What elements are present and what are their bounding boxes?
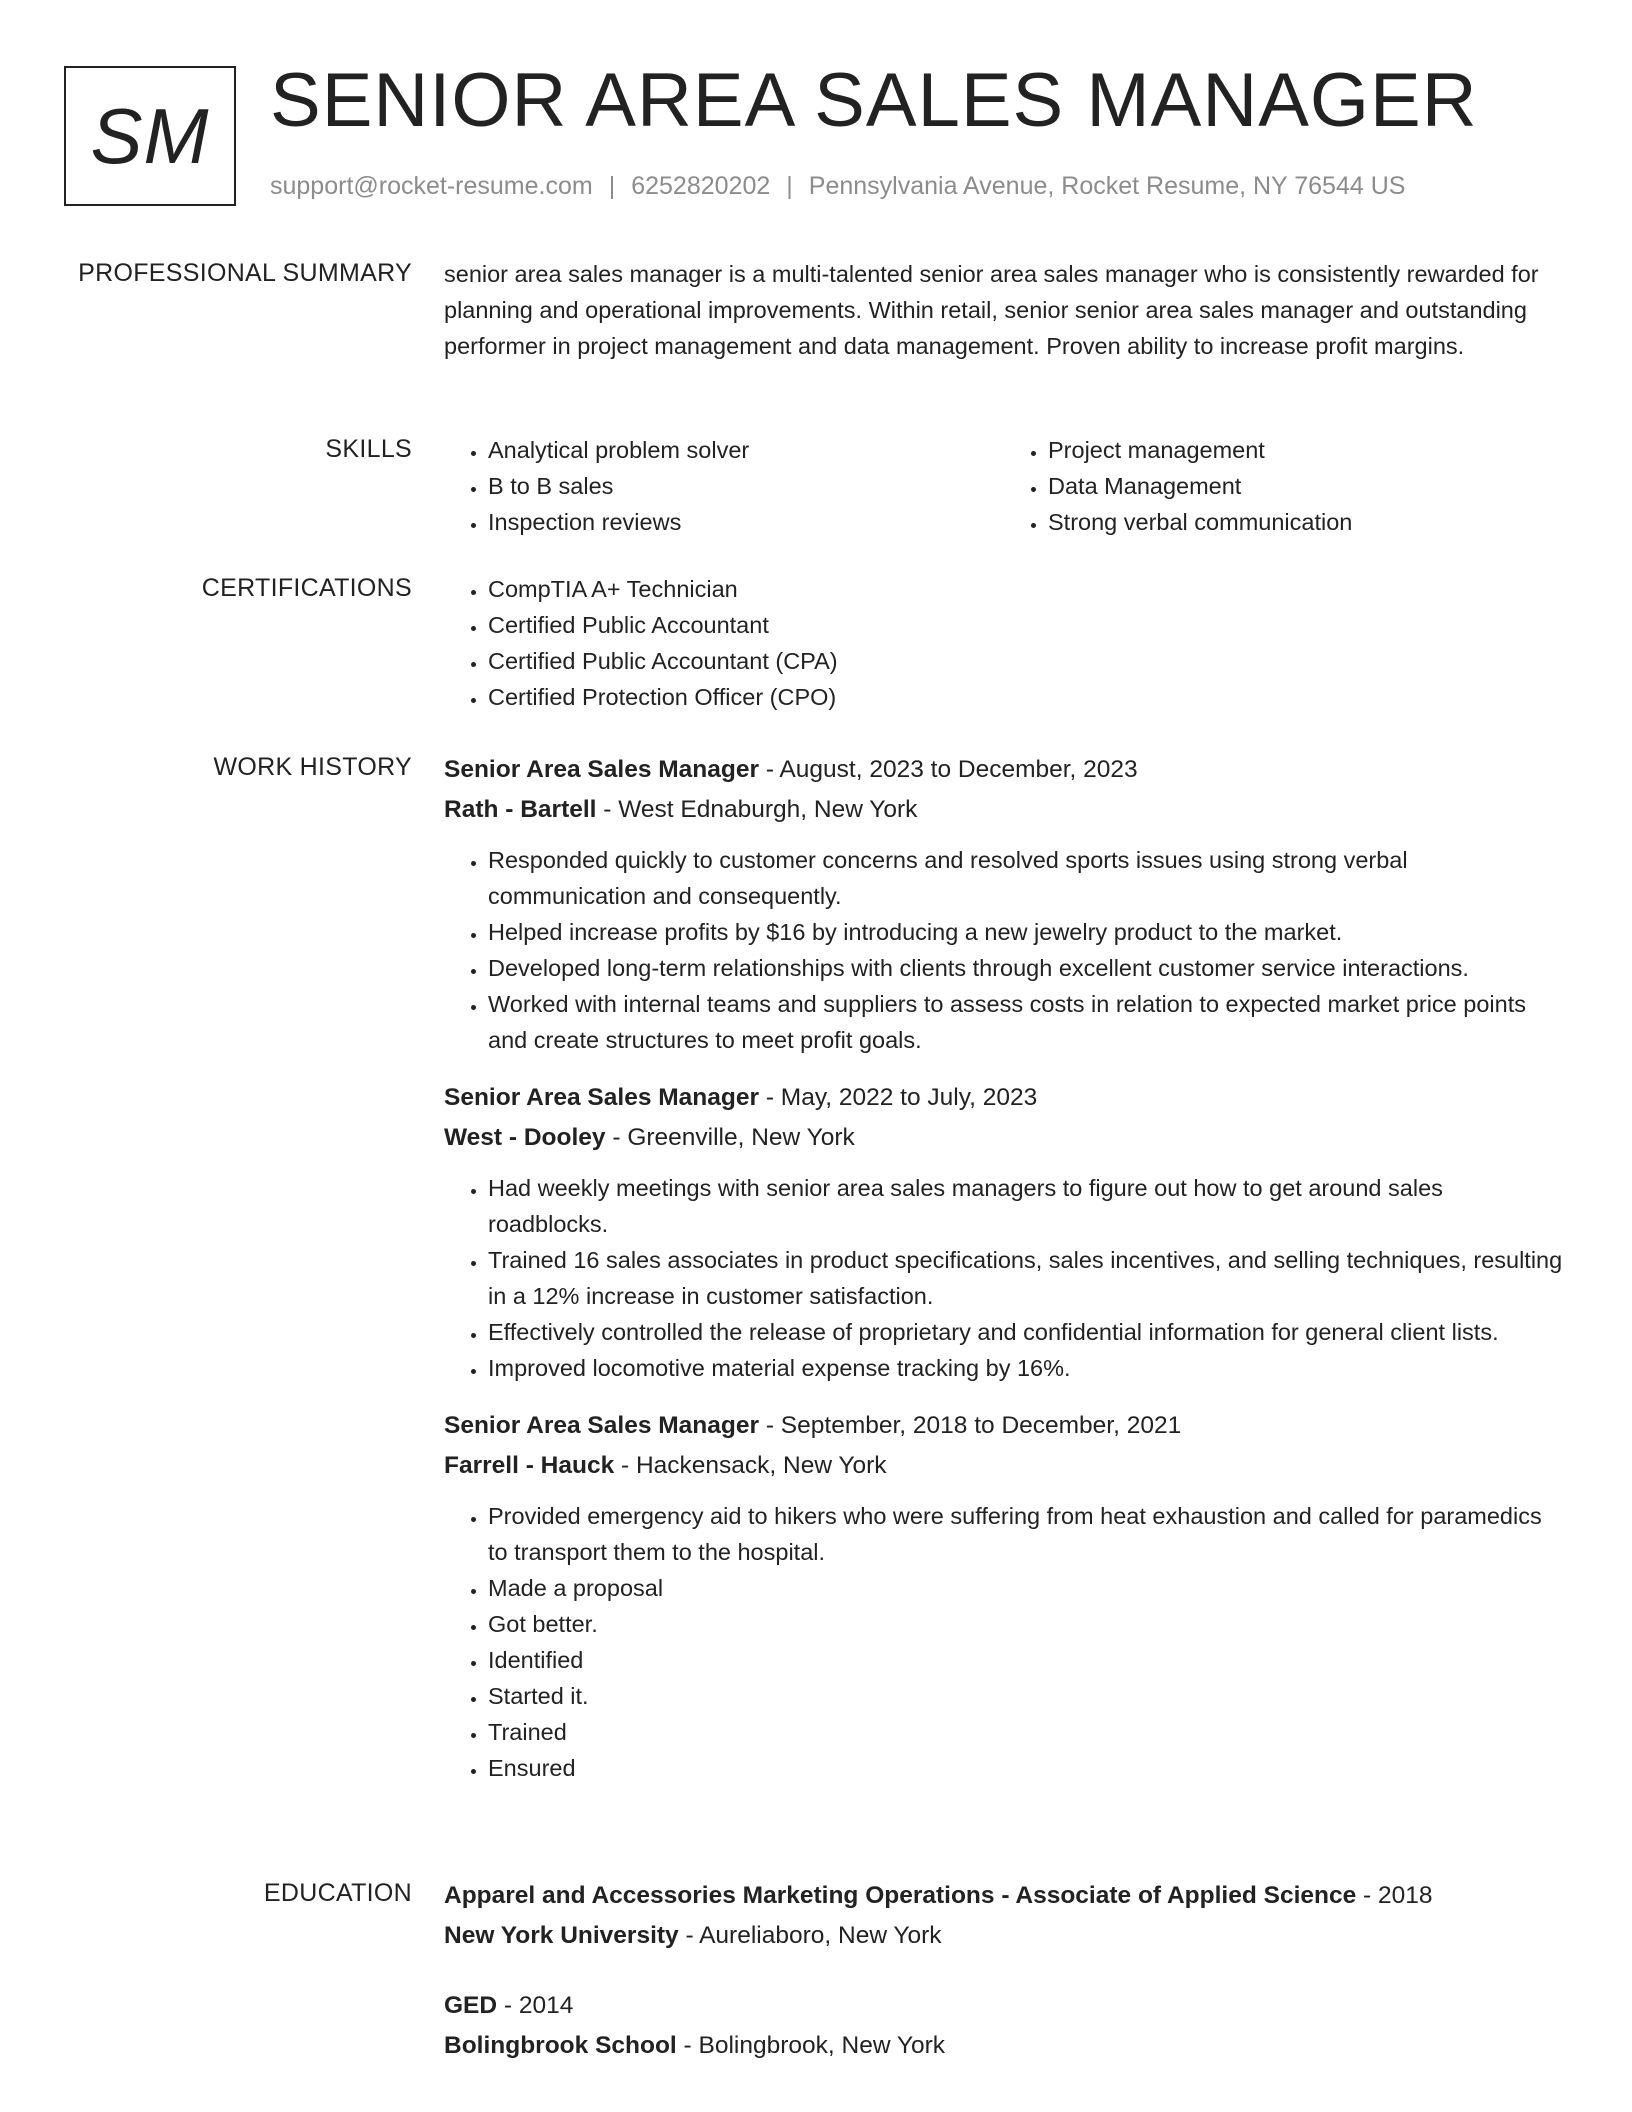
summary-content <box>444 256 1564 364</box>
job-bullet: • Worked with internal teams and suppliers to assess costs in relation to expected market price points and create structures to meet profit goals. <box>488 986 1564 1058</box>
skill-item: • Analytical problem solver <box>488 432 1004 468</box>
job-bullet: • Trained <box>488 1714 1564 1750</box>
education-entry <box>444 1876 1564 1956</box>
job-entry <box>444 1078 1564 1386</box>
summary-text: senior area sales manager is a multi-talented senior area sales manager who is consistently rewarded for planning and operational improvements. Within retail, senior senior area sales manager and outstanding performer in project management and data management. Proven ability to increase profit margins. <box>444 261 1539 359</box>
education-location: - Aureliaboro, New York <box>678 1922 942 1949</box>
education-degree: GED <box>444 1992 498 2019</box>
job-entry <box>444 750 1564 1058</box>
contact-line <box>270 172 1405 201</box>
job-entry <box>444 1406 1564 1786</box>
section-label-work-history: WORK HISTORY <box>213 753 412 781</box>
job-dates: - May, 2022 to July, 2023 <box>759 1084 1038 1111</box>
skill-item: • Inspection reviews <box>488 504 1004 540</box>
job-org-line <box>444 790 1564 830</box>
education-location: - Bolingbrook, New York <box>676 2032 946 2059</box>
skills-content <box>444 432 1564 540</box>
skills-list-left <box>444 432 1004 540</box>
job-bullet: • Got better. <box>488 1606 1564 1642</box>
job-bullet: • Developed long-term relationships with clients through excellent customer service interactions. <box>488 950 1564 986</box>
certification-item: • Certified Public Accountant <box>488 607 1564 643</box>
contact-separator: | <box>786 172 793 200</box>
work-history-content <box>444 750 1564 1786</box>
job-bullets <box>444 1498 1564 1786</box>
education-degree-line <box>444 1986 1564 2026</box>
section-label-education: EDUCATION <box>263 1879 412 1907</box>
job-location: - Hackensack, New York <box>614 1452 887 1479</box>
job-bullet: • Provided emergency aid to hikers who were suffering from heat exhaustion and called for paramedics to transport them to the hospital. <box>488 1498 1564 1570</box>
job-location: - Greenville, New York <box>605 1124 855 1151</box>
job-bullet: • Effectively controlled the release of proprietary and confidential information for general client lists. <box>488 1314 1564 1350</box>
job-company: Rath - Bartell <box>444 796 597 823</box>
monogram-logo: SM <box>64 66 236 206</box>
job-bullet: • Improved locomotive material expense tracking by 16%. <box>488 1350 1564 1386</box>
job-bullets <box>444 842 1564 1058</box>
education-content <box>444 1876 1564 2066</box>
skill-item: • Strong verbal communication <box>1048 504 1564 540</box>
job-bullet: • Identified <box>488 1642 1564 1678</box>
education-degree: Apparel and Accessories Marketing Operations - Associate of Applied Science <box>444 1882 1357 1909</box>
job-bullet: • Responded quickly to customer concerns and resolved sports issues using strong verbal communication and consequently. <box>488 842 1564 914</box>
job-company: Farrell - Hauck <box>444 1452 615 1479</box>
contact-separator: | <box>608 172 616 200</box>
contact-email[interactable]: support@rocket-resume.com <box>270 172 593 200</box>
job-bullet: • Had weekly meetings with senior area sales managers to figure out how to get around sales roadblocks. <box>488 1170 1564 1242</box>
education-school: New York University <box>444 1922 679 1949</box>
section-label-summary: PROFESSIONAL SUMMARY <box>78 259 412 287</box>
job-title: Senior Area Sales Manager <box>444 756 760 783</box>
education-year: - 2018 <box>1356 1882 1433 1909</box>
job-company: West - Dooley <box>444 1124 606 1151</box>
education-school-line <box>444 2026 1564 2066</box>
job-bullet: • Helped increase profits by $16 by introducing a new jewelry product to the market. <box>488 914 1564 950</box>
education-school-line <box>444 1916 1564 1956</box>
job-title: Senior Area Sales Manager <box>444 1084 760 1111</box>
certification-item: • Certified Public Accountant (CPA) <box>488 643 1564 679</box>
job-org-line <box>444 1446 1564 1486</box>
job-dates: - August, 2023 to December, 2023 <box>759 756 1138 783</box>
job-bullet: • Started it. <box>488 1678 1564 1714</box>
certifications-list <box>444 571 1564 715</box>
job-title-line <box>444 1406 1564 1446</box>
contact-phone[interactable]: 6252820202 <box>631 172 771 200</box>
section-label-skills: SKILLS <box>325 435 412 463</box>
job-org-line <box>444 1118 1564 1158</box>
job-bullet: • Made a proposal <box>488 1570 1564 1606</box>
certification-item: • CompTIA A+ Technician <box>488 571 1564 607</box>
certifications-content <box>444 571 1564 715</box>
job-bullet: • Trained 16 sales associates in product specifications, sales incentives, and selling techniques, resulting in a 12% increase in customer satisfaction. <box>488 1242 1564 1314</box>
section-label-certifications: CERTIFICATIONS <box>201 574 412 602</box>
skill-item: • Data Management <box>1048 468 1564 504</box>
education-degree-line <box>444 1876 1564 1916</box>
education-year: - 2014 <box>497 1992 574 2019</box>
education-school: Bolingbrook School <box>444 2032 677 2059</box>
skill-item: • Project management <box>1048 432 1564 468</box>
job-dates: - September, 2018 to December, 2021 <box>759 1412 1182 1439</box>
education-entry <box>444 1986 1564 2066</box>
skill-item: • B to B sales <box>488 468 1004 504</box>
job-location: - West Ednaburgh, New York <box>596 796 918 823</box>
contact-address: Pennsylvania Avenue, Rocket Resume, NY 76544 US <box>808 172 1406 200</box>
job-title-line <box>444 750 1564 790</box>
job-bullet: • Ensured <box>488 1750 1564 1786</box>
job-title-line <box>444 1078 1564 1118</box>
resume-title: SENIOR AREA SALES MANAGER <box>270 58 1478 143</box>
skills-list-right <box>1004 432 1564 540</box>
certification-item: • Certified Protection Officer (CPO) <box>488 679 1564 715</box>
job-title: Senior Area Sales Manager <box>444 1412 760 1439</box>
job-bullets <box>444 1170 1564 1386</box>
